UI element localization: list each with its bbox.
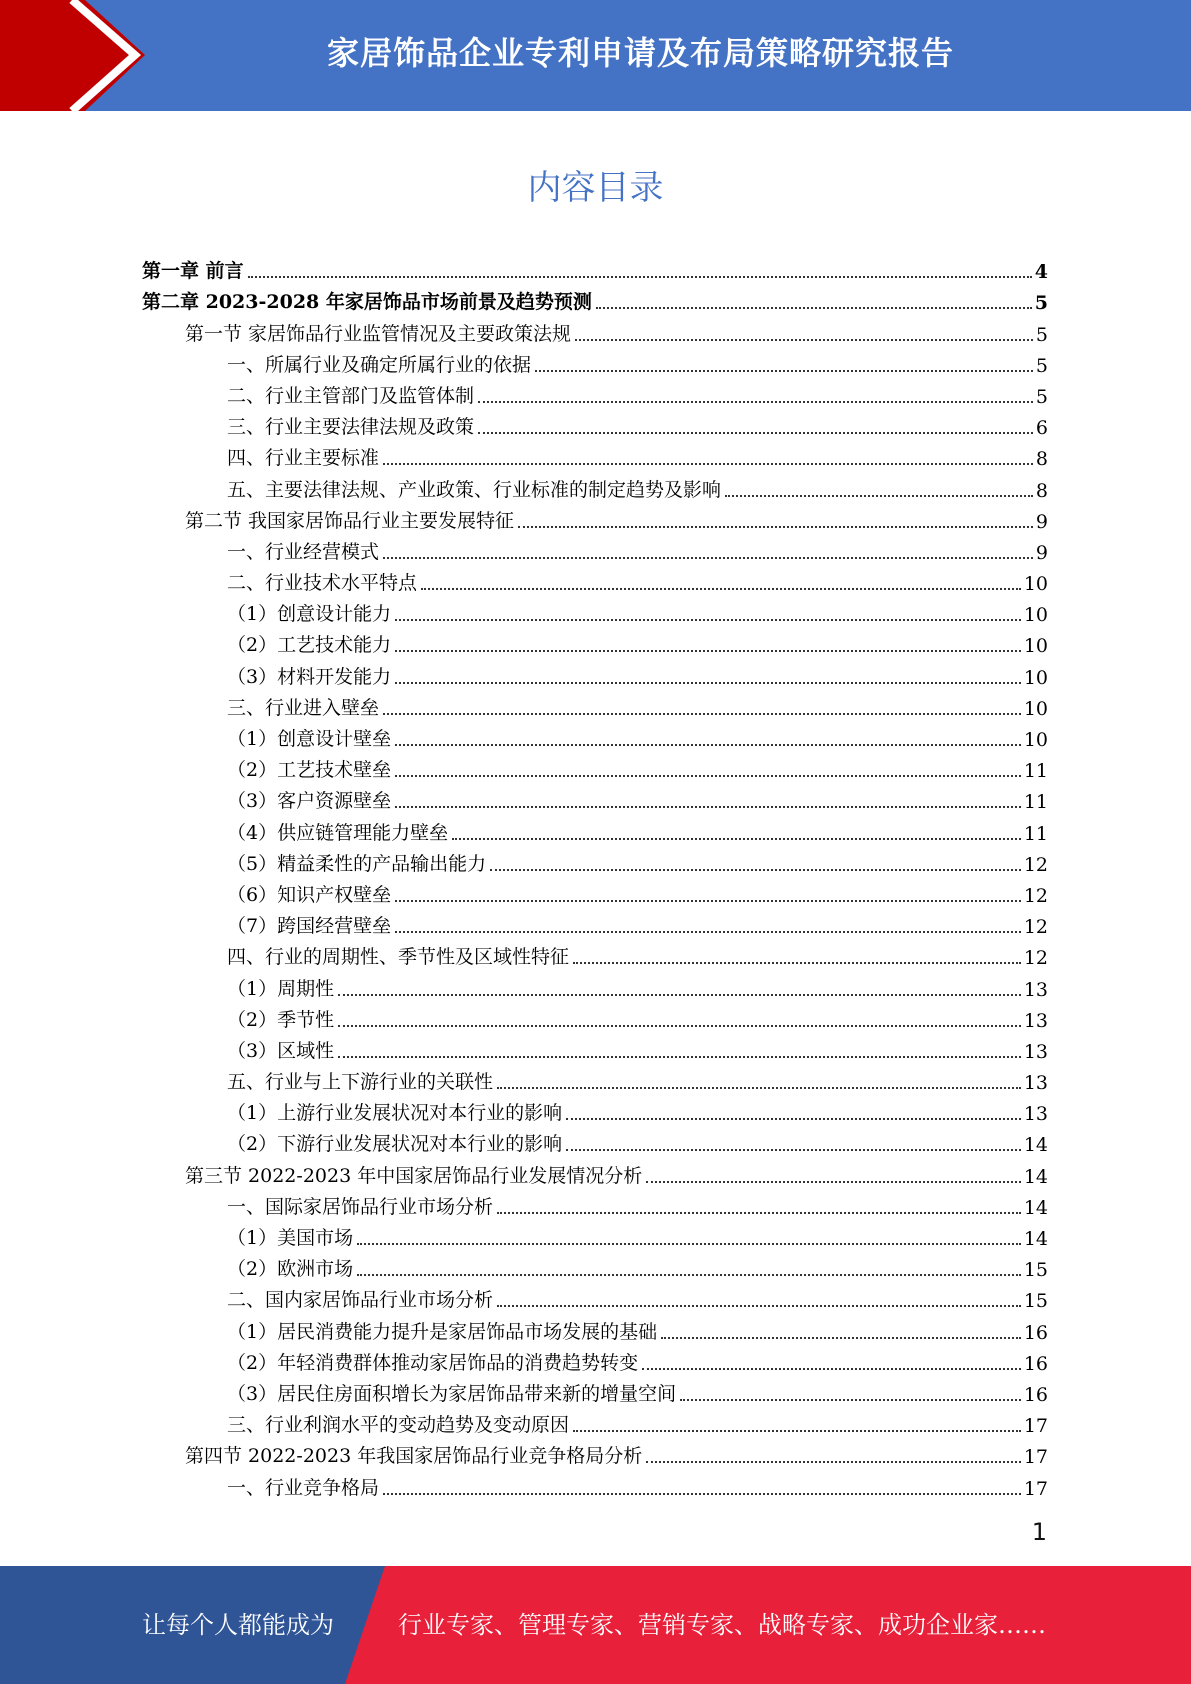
toc-entry[interactable] [142,566,1048,597]
toc-entry-title: 五、行业与上下游行业的关联性 [227,1071,494,1094]
toc-entry[interactable] [142,410,1048,441]
toc-dot-leader [338,1025,1021,1027]
toc-dot-leader [573,1430,1021,1432]
toc-dot-leader [383,713,1021,715]
toc-entry-title: 三、行业进入壁垒 [227,696,380,719]
toc-entry[interactable] [142,784,1048,815]
toc-entry[interactable] [142,1346,1048,1377]
toc-entry-title: 二、行业主管部门及监管体制 [227,384,475,407]
toc-entry-title: 三、行业利润水平的变动趋势及变动原因 [227,1414,570,1437]
toc-heading: 内容目录 [527,168,664,208]
header-band [0,0,1191,111]
toc-entry[interactable] [142,1127,1048,1158]
toc-entry-title: （3）区域性 [227,1039,335,1062]
toc-dot-leader [566,1118,1021,1120]
toc-entry[interactable] [142,1096,1048,1127]
toc-entry-page: 12 [1023,884,1048,907]
toc-dot-leader [452,838,1021,840]
toc-entry-page: 15 [1023,1290,1048,1313]
toc-entry-title: （6）知识产权壁垒 [227,883,392,906]
toc-entry-page: 11 [1023,791,1048,814]
toc-entry-title: （7）跨国经营壁垒 [227,915,392,938]
toc-dot-leader [478,401,1033,403]
toc-entry[interactable] [142,1158,1048,1189]
toc-entry-page: 10 [1023,666,1048,689]
toc-entry-title: （1）创意设计能力 [227,603,392,626]
toc-entry-title: （3）材料开发能力 [227,665,392,688]
toc-dot-leader [573,962,1021,964]
toc-entry[interactable] [142,722,1048,753]
toc-entry[interactable] [142,691,1048,722]
toc-entry[interactable] [142,285,1048,316]
toc-entry-title: 一、国际家居饰品行业市场分析 [227,1195,494,1218]
toc-entry-page: 10 [1023,635,1048,658]
toc-entry-page: 13 [1023,1040,1048,1063]
toc-dot-leader [596,307,1032,309]
toc-dot-leader [383,1493,1021,1495]
toc-entry-title: 一、所属行业及确定所属行业的依据 [227,353,532,376]
toc-entry-title: （2）工艺技术壁垒 [227,759,392,782]
toc-entry-title: 一、行业竞争格局 [227,1476,380,1499]
toc-entry-title: （3）客户资源壁垒 [227,790,392,813]
footer-band [0,1566,1191,1684]
toc-entry-title: 二、国内家居饰品行业市场分析 [227,1289,494,1312]
toc-entry-title: （1）创意设计壁垒 [227,728,392,750]
toc-dot-leader [395,900,1021,902]
toc-dot-leader [566,1149,1021,1151]
toc-entry[interactable] [142,504,1048,535]
toc-dot-leader [725,495,1033,497]
toc-entry-title: 四、行业的周期性、季节性及区域性特征 [227,946,570,969]
toc-entry-page: 11 [1023,760,1048,783]
toc-entry-page: 14 [1023,1165,1048,1188]
toc-dot-leader [661,1337,1021,1339]
toc-entry[interactable] [142,1065,1048,1096]
toc-dot-leader [421,588,1021,590]
toc-entry-page: 16 [1023,1383,1048,1406]
toc-entry-page: 17 [1023,1446,1048,1469]
toc-entry[interactable] [142,909,1048,940]
toc-entry-title: 三、行业主要法律法规及政策 [227,416,475,439]
toc-dot-leader [497,1212,1021,1214]
toc-dot-leader [357,1274,1021,1276]
toc-entry-page: 17 [1023,1477,1048,1500]
toc-entry-title: （1）周期性 [227,977,335,1000]
toc-entry-title: （2）年轻消费群体推动家居饰品的消费趋势转变 [227,1351,639,1374]
toc-entry-page: 10 [1023,604,1048,627]
toc-entry-title: 第四节 2022-2023 年我国家居饰品行业竞争格局分析 [185,1445,643,1468]
toc-entry-page: 16 [1023,1352,1048,1375]
toc-entry[interactable] [142,753,1048,784]
report-title: 家居饰品企业专利申请及布局策略研究报告 [326,34,954,72]
toc-dot-leader [383,557,1033,559]
toc-entry-title: 第一章 前言 [142,260,244,283]
toc-entry-page: 4 [1034,261,1048,284]
toc-entry-page: 15 [1023,1259,1048,1282]
toc-entry[interactable] [142,847,1048,878]
toc-entry-title: （1）美国市场 [227,1227,354,1249]
toc-entry-title: （5）精益柔性的产品输出能力 [227,852,487,875]
toc-entry[interactable] [142,316,1048,347]
toc-entry[interactable] [142,254,1048,285]
toc-entry[interactable] [142,1470,1048,1501]
toc-entry-page: 12 [1023,916,1048,939]
toc-entry[interactable] [142,379,1048,410]
toc-dot-leader [395,931,1021,933]
toc-dot-leader [490,869,1021,871]
toc-dot-leader [535,370,1033,372]
toc-entry-title: （1）上游行业发展状况对本行业的影响 [227,1102,563,1125]
toc-dot-leader [575,339,1033,341]
toc-entry-title: 第三节 2022-2023 年中国家居饰品行业发展情况分析 [185,1164,643,1187]
toc-entry[interactable] [142,878,1048,909]
toc-dot-leader [497,1305,1021,1307]
red-chevron-icon [0,0,160,111]
toc-entry[interactable] [142,1190,1048,1221]
toc-entry-page: 12 [1023,853,1048,876]
toc-dot-leader [680,1399,1021,1401]
toc-dot-leader [338,994,1021,996]
toc-dot-leader [395,744,1021,746]
toc-dot-leader [642,1368,1021,1370]
toc-dot-leader [395,619,1021,621]
toc-entry[interactable] [142,1034,1048,1065]
toc-dot-leader [357,1243,1021,1245]
footer-slogan-right: 行业专家、管理专家、营销专家、战略专家、成功企业家…… [398,1611,1046,1639]
toc-dot-leader [518,526,1033,528]
toc-entry-title: （4）供应链管理能力壁垒 [227,821,449,844]
toc-entry[interactable] [142,628,1048,659]
toc-dot-leader [395,806,1021,808]
toc-entry[interactable] [142,1377,1048,1408]
toc-entry[interactable] [142,971,1048,1002]
toc-entry[interactable] [142,1252,1048,1283]
toc-entry-title: 第二章 2023-2028 年家居饰品市场前景及趋势预测 [142,291,592,314]
toc-entry-page: 14 [1023,1196,1048,1219]
toc-entry-page: 14 [1023,1228,1048,1250]
toc-entry[interactable] [142,348,1048,379]
toc-dot-leader [497,1087,1021,1089]
toc-entry-page: 12 [1023,947,1048,970]
toc-entry-page: 17 [1023,1415,1048,1438]
chevron-red-shape [0,0,145,111]
toc-entry-page: 9 [1035,541,1048,564]
toc-entry-page: 5 [1034,292,1048,315]
toc-entry-title: 二、行业技术水平特点 [227,572,418,595]
toc-entry-page: 16 [1023,1321,1048,1344]
toc-entry-title: （2）工艺技术能力 [227,634,392,657]
toc-entry-page: 5 [1035,354,1048,377]
toc-entry-page: 5 [1035,323,1048,346]
toc-entry-title: （2）季节性 [227,1008,335,1031]
toc-entry[interactable] [142,1314,1048,1345]
table-of-contents [142,254,1048,1502]
toc-dot-leader [383,463,1033,465]
toc-entry[interactable] [142,535,1048,566]
toc-entry-title: 四、行业主要标准 [227,447,380,470]
toc-entry-title: 一、行业经营模式 [227,540,380,563]
toc-dot-leader [478,432,1033,434]
toc-entry-page: 13 [1023,1103,1048,1126]
toc-entry[interactable] [142,659,1048,690]
toc-entry-title: （3）居民住房面积增长为家居饰品带来新的增量空间 [227,1382,677,1405]
toc-dot-leader [395,775,1021,777]
footer-slogan-left: 让每个人都能成为 [142,1611,334,1639]
toc-entry-page: 13 [1023,978,1048,1001]
toc-entry[interactable] [142,1283,1048,1314]
toc-dot-leader [338,1056,1021,1058]
toc-entry-title: （2）下游行业发展状况对本行业的影响 [227,1133,563,1156]
toc-dot-leader [646,1461,1021,1463]
toc-entry-page: 13 [1023,1072,1048,1095]
toc-entry-page: 8 [1035,448,1048,471]
toc-entry-page: 10 [1023,573,1048,596]
toc-entry-page: 14 [1023,1134,1048,1157]
toc-dot-leader [646,1181,1021,1183]
toc-dot-leader [248,276,1032,278]
toc-entry-title: （1）居民消费能力提升是家居饰品市场发展的基础 [227,1320,658,1343]
toc-entry-title: 第一节 家居饰品行业监管情况及主要政策法规 [185,322,572,345]
toc-entry[interactable] [142,815,1048,846]
toc-entry[interactable] [142,1003,1048,1034]
page-number: 1 [1031,1518,1047,1546]
toc-dot-leader [395,650,1021,652]
toc-entry-title: 第二节 我国家居饰品行业主要发展特征 [185,509,515,532]
toc-entry-page: 8 [1035,479,1048,502]
toc-entry[interactable] [142,472,1048,503]
toc-entry-page: 10 [1023,729,1048,751]
toc-entry[interactable] [142,940,1048,971]
toc-entry[interactable] [142,597,1048,628]
toc-entry-page: 13 [1023,1009,1048,1032]
toc-entry-page: 10 [1023,697,1048,720]
toc-entry-title: 五、主要法律法规、产业政策、行业标准的制定趋势及影响 [227,478,722,501]
toc-entry[interactable] [142,441,1048,472]
toc-entry-page: 6 [1035,417,1048,440]
toc-entry-page: 5 [1035,385,1048,408]
toc-entry-page: 11 [1023,822,1048,845]
toc-dot-leader [395,682,1021,684]
toc-entry[interactable] [142,1439,1048,1470]
toc-entry[interactable] [142,1408,1048,1439]
toc-entry[interactable] [142,1221,1048,1252]
toc-entry-page: 9 [1035,510,1048,533]
toc-entry-title: （2）欧洲市场 [227,1258,354,1281]
